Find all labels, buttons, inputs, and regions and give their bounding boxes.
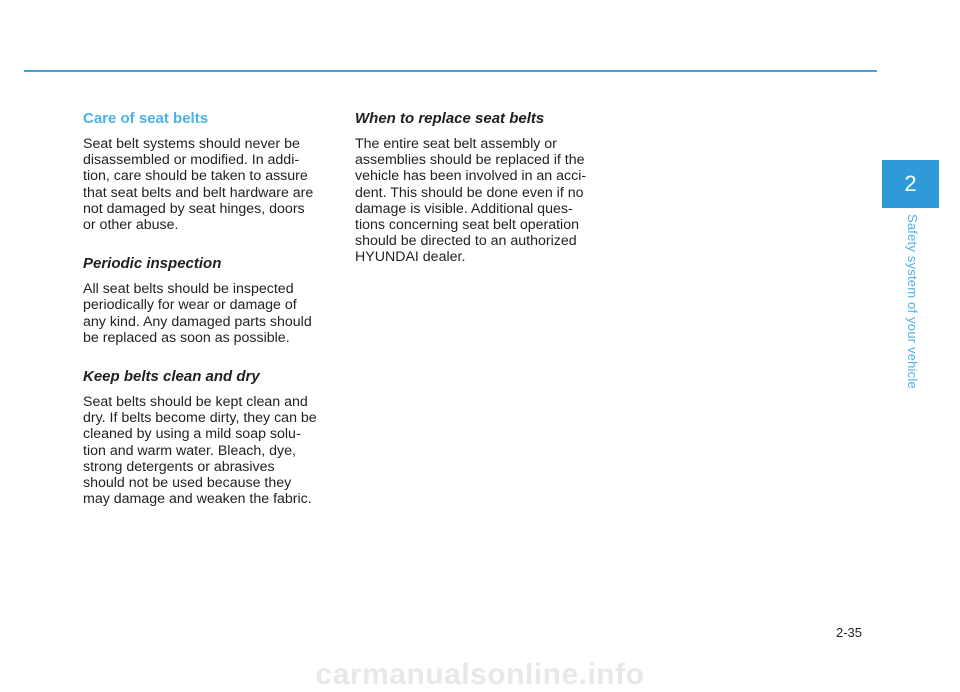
page-number: 2-35: [836, 625, 863, 640]
right-column: [355, 110, 607, 266]
care-paragraph: Seat belt systems should never be disassembled or modified. In addi- tion, care should be taken to assure that seat belts and belt hardware are not damaged by seat hinges, doors or other abuse.: [83, 136, 314, 234]
top-divider-rule: [24, 70, 877, 72]
replace-heading: When to replace seat belts: [355, 110, 545, 127]
clean-dry-paragraph: Seat belts should be kept clean and dry. If belts become dirty, they can be cleaned by using a mild soap solu- tion and warm water. Bleach, dye, strong detergents or abrasives should not be used because they may damage and weaken the fabric.: [83, 394, 317, 508]
chapter-title: Safety system of your vehicle: [905, 214, 920, 389]
chapter-number: 2: [904, 171, 917, 196]
clean-dry-heading: Keep belts clean and dry: [83, 368, 260, 386]
watermark: carmanualsonline.info: [315, 657, 645, 691]
periodic-inspection-paragraph: All seat belts should be inspected periodically for wear or damage of any kind. Any damaged parts should be replaced as soon as possible.: [83, 281, 312, 346]
care-heading: Care of seat belts: [83, 110, 209, 127]
left-column: [83, 110, 335, 507]
chapter-tab: [882, 160, 939, 208]
periodic-inspection-heading: Periodic inspection: [83, 255, 222, 273]
replace-paragraph: The entire seat belt assembly or assemblies should be replaced if the vehicle has been involved in an acci- dent. This should be done even if no damage is visible. Additional ques- tions concerning seat belt operation should be directed to an authorized HYUNDAI dealer.: [355, 136, 587, 266]
